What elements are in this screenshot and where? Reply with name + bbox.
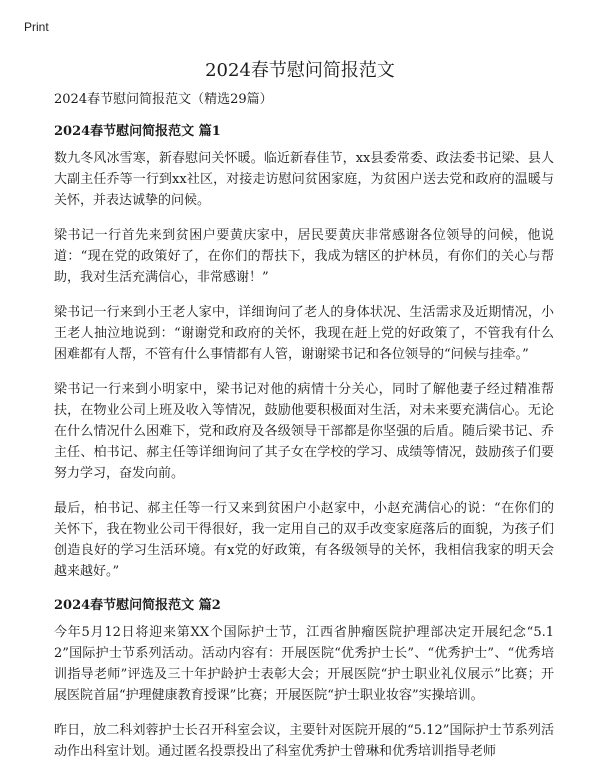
- document-subtitle: 2024春节慰问简报范文（精选29篇）: [54, 92, 273, 107]
- paragraph: 梁书记一行来到小王老人家中，详细询问了老人的身体状况、生活需求及近期情况，小王老人抽泣地说到：“谢谢党和政府的关怀，我现在赶上党的好政策了，不管我有什么困难都有人帮，不管有什么事情都有人管，谢谢梁书记和各位领导的“问候与挂牵。”: [54, 305, 554, 362]
- document-title: 2024春节慰问简报范文: [205, 60, 395, 81]
- paragraph: 梁书记一行首先来到贫困户要黄庆家中，居民要黄庆非常感谢各位领导的问候，他说道：“现在党的政策好了，在你们的帮扶下，我成为辖区的护林员，有你们的关心与帮助，我对生活充满信心，非常感谢！”: [54, 228, 554, 285]
- paragraph: 梁书记一行来到小明家中，梁书记对他的病情十分关心，同时了解他妻子经过精准帮扶，在物业公司上班及收入等情况，鼓励他要积极面对生活，对未来要充满信心。无论在什么情况什么困难下，党和政府及各级领导干部都是你坚强的后盾。随后梁书记、乔主任、柏书记、郝主任等详细询问了其子女在学校的学习、成绩等情况，鼓励孩子们要努力学习，奋发向前。: [54, 382, 554, 481]
- paragraph: 数九冬风冰雪寒，新春慰问关怀暖。临近新春佳节，xx县委常委、政法委书记梁、县人大副主任乔等一行到xx社区，对接走访慰问贫困家庭，为贫困户送去党和政府的温暖与关怀，并表达诚挚的问候。: [54, 151, 554, 208]
- print-link[interactable]: Print: [24, 20, 49, 34]
- paragraph: 最后，柏书记、郝主任等一行又来到贫困户小赵家中，小赵充满信心的说：“在你们的关怀下，我在物业公司干得很好，我一定用自己的双手改变家庭落后的面貌，为孩子们创造良好的学习生活环境。有x党的好政策，有各级领导的关怀，我相信我家的明天会越来越好。”: [54, 501, 554, 579]
- section-heading-1: 2024春节慰问简报范文 篇1: [54, 124, 221, 139]
- paragraph: 昨日，放二科刘蓉护士长召开科室会议，主要针对医院开展的“5.12”国际护士节系列活动作出科室计划。通过匿名投票投出了科室优秀护士曾琳和优秀培训指导老师: [54, 723, 554, 759]
- document-body: [54, 90, 554, 776]
- section-heading-2: 2024春节慰问简报范文 篇2: [54, 598, 221, 613]
- paragraph: 今年5月12日将迎来第XX个国际护士节，江西省肿瘤医院护理部决定开展纪念“5.12”国际护士节系列活动。活动内容有：开展医院“优秀护士长”、“优秀护士”、“优秀培训指导老师”评选及三十年护龄护士表彰大会；开展医院“护士职业礼仪展示”比赛；开展医院首届“护理健康教育授课”比赛；开展医院“护士职业妆容”实操培训。: [54, 625, 554, 703]
